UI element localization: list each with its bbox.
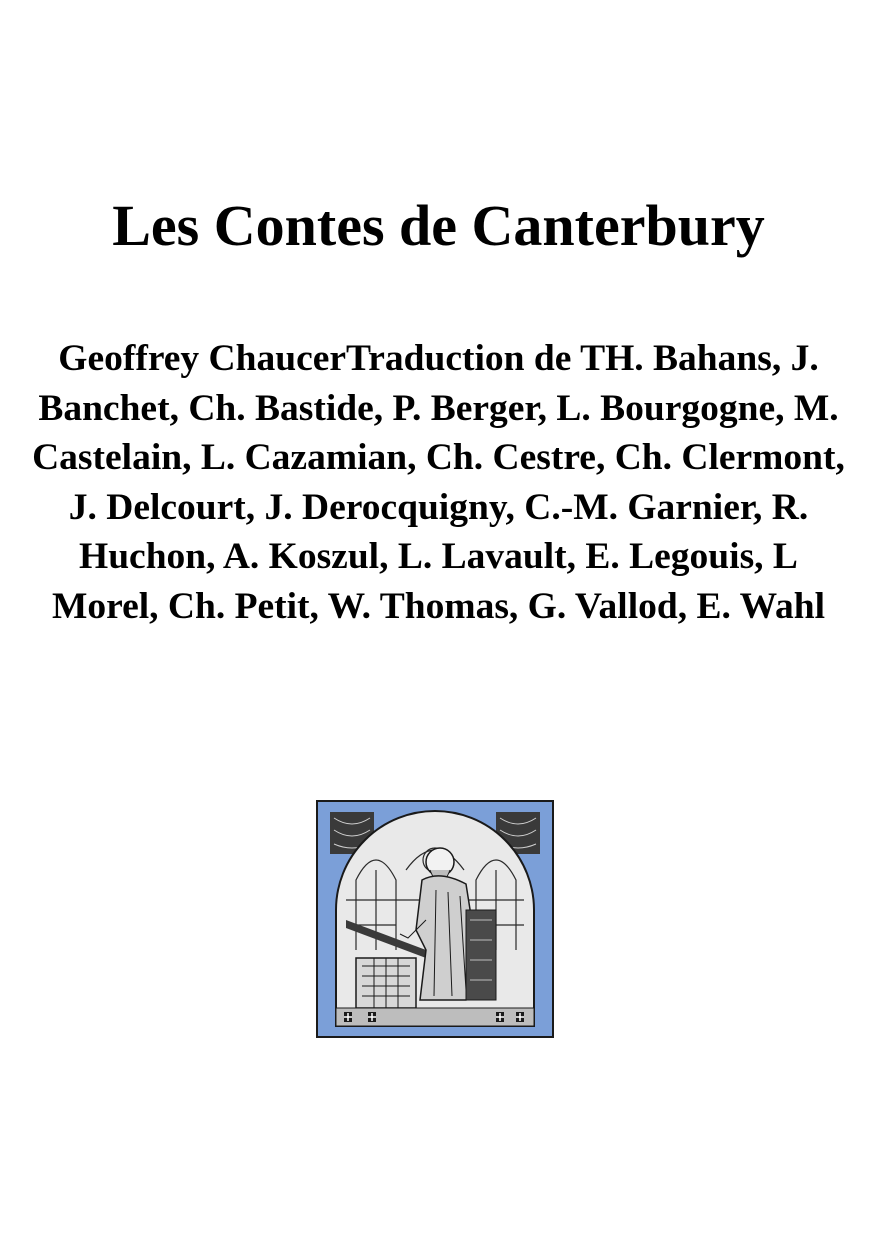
book-title: Les Contes de Canterbury: [112, 193, 765, 258]
scribe-at-desk-icon: [316, 800, 554, 1038]
authors-and-translators: Geoffrey ChaucerTraduction de TH. Bahans, J. Banchet, Ch. Bastide, P. Berger, L. Bourgogne, M. Castelain, L. Cazamian, Ch. Cestre, Ch. Clermont, J. Delcourt, J. Derocquigny, C.-M. Garnier, R. Huchon, A. Koszul, L. Lavault, E. Legouis, L Morel, Ch. Petit, W. Thomas, G. Vallod, E. Wahl: [32, 338, 845, 627]
